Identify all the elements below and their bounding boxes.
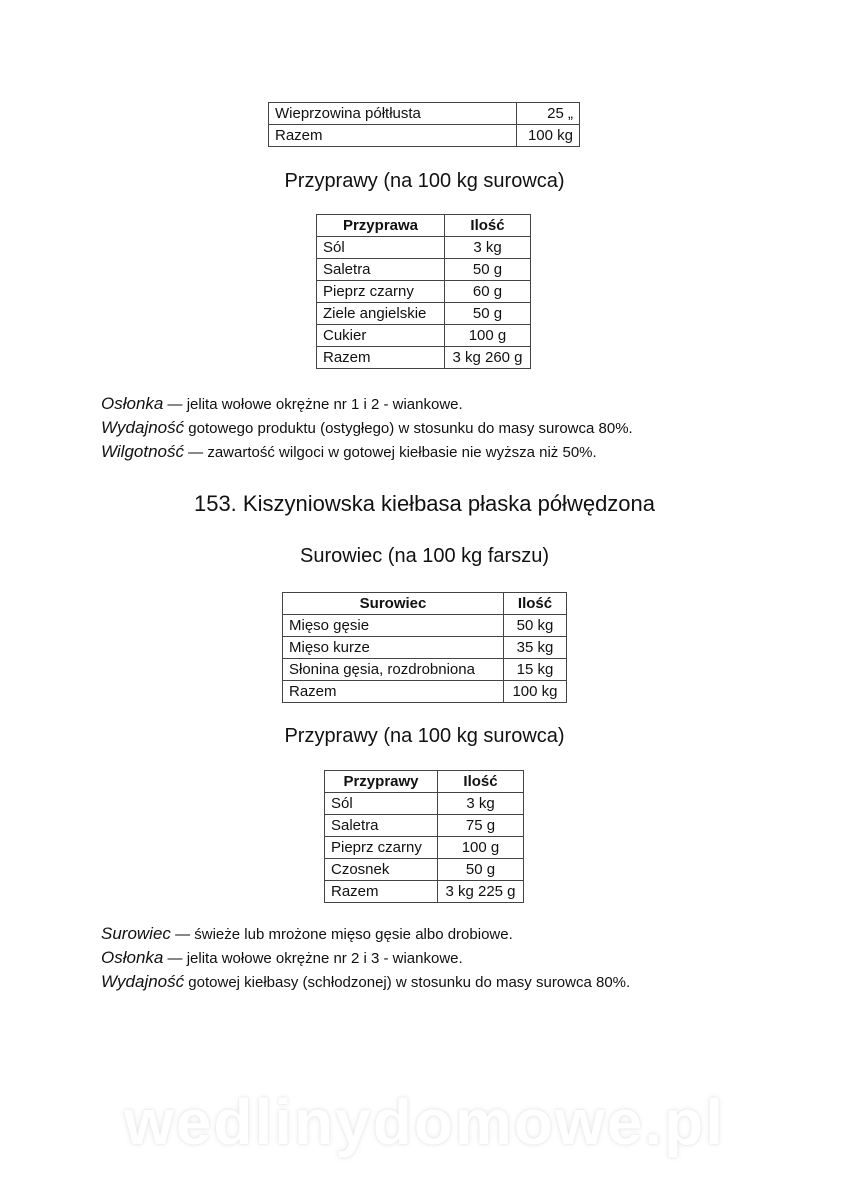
table-row [283, 615, 567, 637]
spice-name: Cukier [317, 325, 445, 347]
top-ingredients-table [268, 102, 580, 147]
ingredient-qty: 25 „ [517, 103, 580, 125]
spice-name: Razem [325, 881, 438, 903]
spices-table-2 [324, 770, 524, 903]
spice-name: Saletra [317, 259, 445, 281]
table-row [325, 815, 524, 837]
spice-name: Sól [317, 237, 445, 259]
table-row [317, 325, 531, 347]
table-row [317, 259, 531, 281]
table-row [317, 237, 531, 259]
ingredient-qty: 15 kg [504, 659, 567, 681]
table-row [317, 281, 531, 303]
note-text: — zawartość wilgoci w gotowej kiełbasie nie wyższa niż 50%. [184, 444, 597, 461]
ingredient-qty: 50 kg [504, 615, 567, 637]
spice-name: Pieprz czarny [325, 837, 438, 859]
column-header: Ilość [438, 771, 524, 793]
table-header-row [283, 593, 567, 615]
spice-qty: 3 kg [445, 237, 531, 259]
spices-heading-1: Przyprawy (na 100 kg surowca) [284, 170, 565, 192]
note-casing-2 [101, 948, 463, 968]
ingredient-qty: 100 kg [504, 681, 567, 703]
note-term: Wilgotność [101, 442, 184, 461]
spices-table-1 [316, 214, 531, 369]
ingredient-name: Słonina gęsia, rozdrobniona [283, 659, 504, 681]
spice-name: Sól [325, 793, 438, 815]
table-row [317, 347, 531, 369]
ingredient-name: Mięso kurze [283, 637, 504, 659]
table-row [269, 125, 580, 147]
table-row [283, 637, 567, 659]
note-text: — jelita wołowe okrężne nr 2 i 3 - wiankowe. [163, 950, 463, 967]
column-header: Przyprawy [325, 771, 438, 793]
recipe-title: 153. Kiszyniowska kiełbasa płaska półwędzona [193, 491, 656, 516]
spice-name: Saletra [325, 815, 438, 837]
note-yield-1 [101, 418, 633, 438]
table-row [325, 881, 524, 903]
note-term: Wydajność [101, 418, 185, 437]
spice-qty: 3 kg [438, 793, 524, 815]
note-text: gotowej kiełbasy (schłodzonej) w stosunku do masy surowca 80%. [184, 974, 631, 991]
note-term: Surowiec [101, 924, 171, 943]
column-header: Ilość [445, 215, 531, 237]
note-term: Osłonka [101, 948, 164, 967]
table-row [283, 681, 567, 703]
column-header: Surowiec [283, 593, 504, 615]
watermark: wedlinydomowe.pl [124, 1086, 725, 1158]
ingredient-name: Wieprzowina półtłusta [269, 103, 517, 125]
spice-qty: 50 g [438, 859, 524, 881]
ingredient-name: Razem [283, 681, 504, 703]
column-header: Przyprawa [317, 215, 445, 237]
note-text: gotowego produktu (ostygłego) w stosunku do masy surowca 80%. [184, 420, 633, 437]
raw-material-table [282, 592, 567, 703]
spice-qty: 75 g [438, 815, 524, 837]
table-row [325, 837, 524, 859]
table-row [269, 103, 580, 125]
table-row [283, 659, 567, 681]
table-header-row [317, 215, 531, 237]
spice-name: Czosnek [325, 859, 438, 881]
note-term: Osłonka [101, 394, 164, 413]
note-casing-1 [101, 394, 463, 414]
ingredient-qty: 100 kg [517, 125, 580, 147]
spice-qty: 100 g [445, 325, 531, 347]
spice-qty: 50 g [445, 303, 531, 325]
spice-qty: 3 kg 260 g [445, 347, 531, 369]
spice-name: Pieprz czarny [317, 281, 445, 303]
note-raw-material-2 [101, 924, 513, 944]
ingredient-name: Mięso gęsie [283, 615, 504, 637]
spice-name: Razem [317, 347, 445, 369]
table-row [317, 303, 531, 325]
note-text: — jelita wołowe okrężne nr 1 i 2 - wiankowe. [163, 396, 463, 413]
column-header: Ilość [504, 593, 567, 615]
table-row [325, 793, 524, 815]
raw-material-heading: Surowiec (na 100 kg farszu) [299, 545, 549, 567]
spices-heading-2: Przyprawy (na 100 kg surowca) [284, 725, 565, 747]
spice-qty: 50 g [445, 259, 531, 281]
spice-name: Ziele angielskie [317, 303, 445, 325]
table-row [325, 859, 524, 881]
note-yield-2 [101, 972, 630, 992]
ingredient-qty: 35 kg [504, 637, 567, 659]
spice-qty: 60 g [445, 281, 531, 303]
table-header-row [325, 771, 524, 793]
note-moisture-1 [101, 442, 597, 462]
note-term: Wydajność [101, 972, 185, 991]
spice-qty: 100 g [438, 837, 524, 859]
spice-qty: 3 kg 225 g [438, 881, 524, 903]
note-text: — świeże lub mrożone mięso gęsie albo drobiowe. [170, 926, 513, 943]
ingredient-name: Razem [269, 125, 517, 147]
